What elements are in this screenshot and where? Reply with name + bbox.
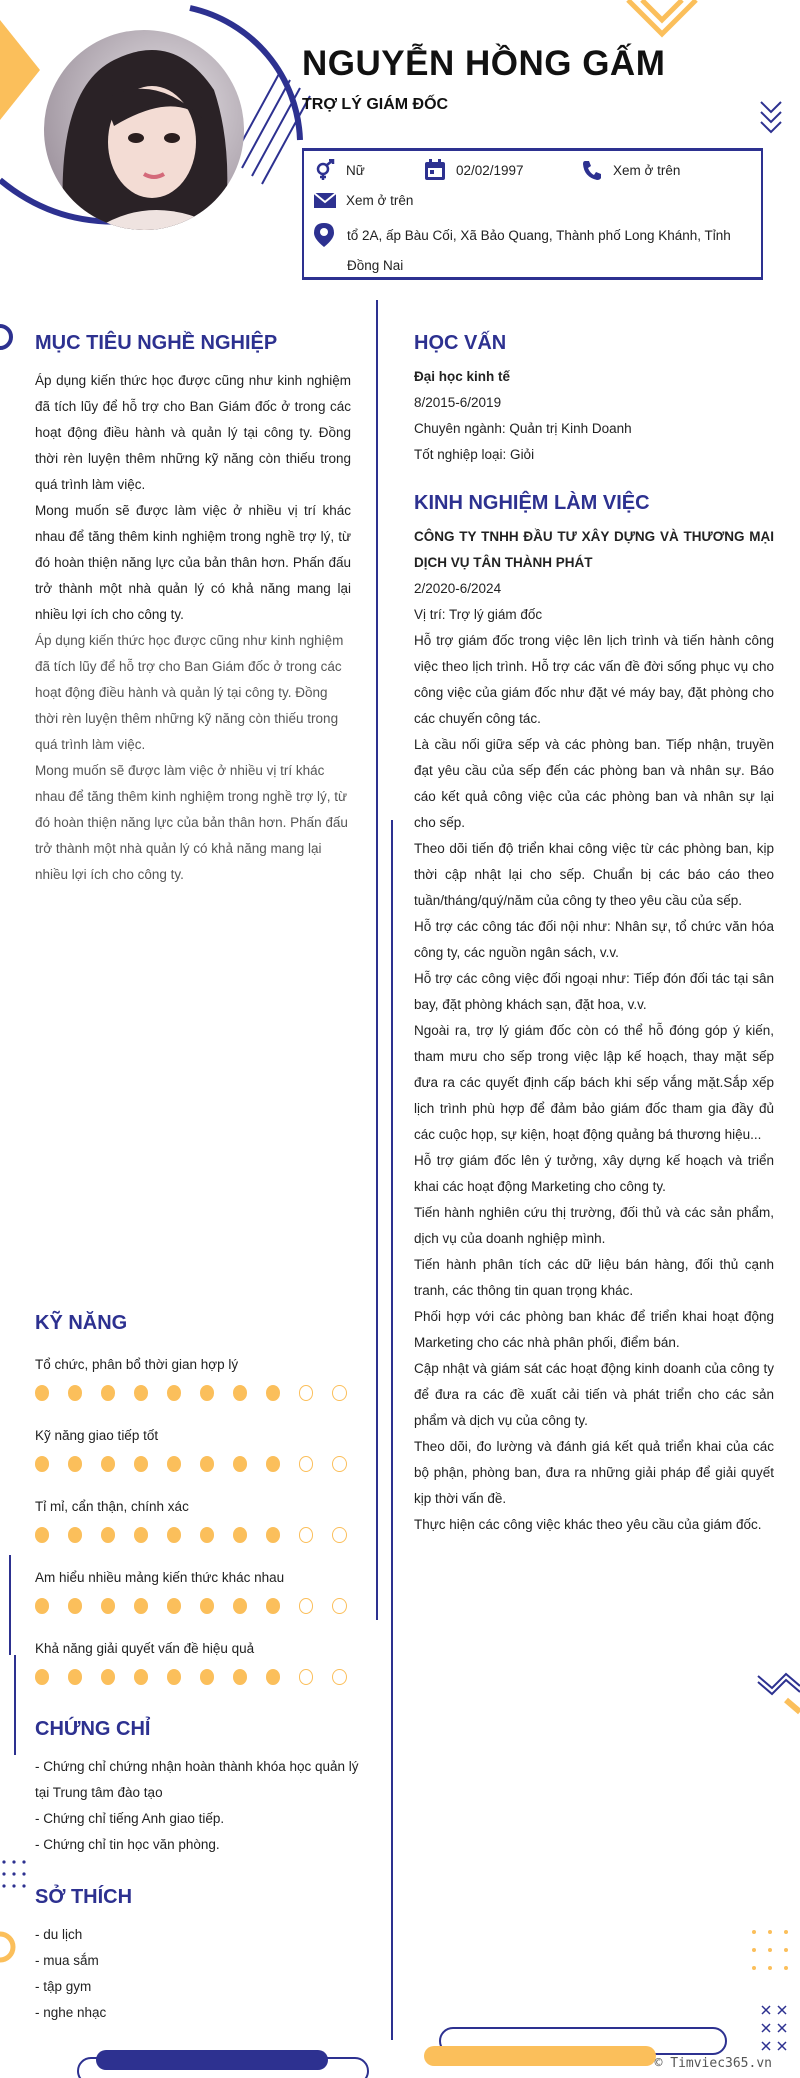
certificate-item: - Chứng chỉ tiếng Anh giao tiếp. [35,1811,225,1826]
rating-dot-filled [167,1456,181,1472]
certificates-list [35,1754,365,1858]
experience-duty: Cập nhật và giám sát các hoạt động kinh doanh của công ty để đưa ra các đề xuất cải tiến và phát triển cho các sản phẩm và dịch vụ của công ty. [414,1361,774,1428]
skill-item [35,1639,365,1685]
left-bottom-half-circle-deco [0,1930,16,1966]
objective-placeholder-text [35,628,351,888]
certificate-item: - Chứng chỉ tin học văn phòng. [35,1837,220,1852]
rating-dot-filled [68,1385,82,1401]
experience-position: Vị trí: Trợ lý giám đốc [414,607,543,622]
rating-dot-filled [266,1385,280,1401]
skill-item [35,1568,365,1614]
contact-email [314,189,413,211]
rating-dot-empty [332,1527,347,1543]
hobby-item: - nghe nhạc [35,2005,107,2020]
experience-duty: Ngoài ra, trợ lý giám đốc còn có thể hỗ đóng góp ý kiến, tham mưu cho sếp trong việc lập kế hoạch, thay mặt sếp đưa ra các quyết định cấp bách khi sếp vắng mặt.Sắp xếp lịch trình phù hợp để đảm bảo giám đốc tham gia đầy đủ các cuộc họp, sự kiện, hoạt động quảng bá thương hiệu... [414,1023,774,1142]
experience-duty: Thực hiện các công việc khác theo yêu cầu của giám đốc. [414,1517,762,1532]
skill-rating [35,1669,365,1685]
rating-dot-filled [101,1385,115,1401]
experience-title: KINH NGHIỆM LÀM VIỆC [414,492,650,514]
rating-dot-filled [233,1385,247,1401]
contact-birthday [424,159,524,181]
education-school: Đại học kinh tế [414,369,511,384]
rating-dot-filled [134,1669,148,1685]
skill-rating [35,1385,365,1401]
objective-title: MỤC TIÊU NGHỀ NGHIỆP [35,332,278,354]
rating-dot-filled [134,1456,148,1472]
rating-dot-filled [266,1598,280,1614]
skill-item [35,1426,365,1472]
rating-dot-filled [101,1598,115,1614]
rating-dot-filled [200,1456,214,1472]
email-icon [314,189,336,211]
rating-dot-empty [332,1456,347,1472]
rating-dot-filled [266,1669,280,1685]
rating-dot-empty [299,1456,314,1472]
rating-dot-filled [167,1527,181,1543]
objective-placeholder-paragraph: Mong muốn sẽ được làm việc ở nhiều vị trí khác nhau để tăng thêm kinh nghiệm trong nghề trợ lý, từ đó hoàn thiện năng lực của bản thân hơn. Phấn đấu trở thành một nhà quản lý có khả năng mang lại nhiều lợi ích cho công ty. [35,763,348,882]
rating-dot-empty [299,1527,314,1543]
rating-dot-empty [299,1385,314,1401]
rating-dot-filled [200,1669,214,1685]
hobbies-list [35,1922,335,2026]
skills-title: KỸ NĂNG [35,1312,128,1334]
gender-icon [314,159,336,181]
rating-dot-empty [332,1669,347,1685]
contact-box [302,148,763,280]
rating-dot-empty [299,1598,314,1614]
education-major: Chuyên ngành: Quản trị Kinh Doanh [414,421,632,436]
avatar [44,30,244,230]
rating-dot-filled [68,1598,82,1614]
rating-dot-filled [68,1456,82,1472]
rating-dot-filled [134,1527,148,1543]
rating-dot-filled [167,1385,181,1401]
rating-dot-filled [101,1669,115,1685]
hobby-item: - tập gym [35,1979,92,1994]
phone-icon [581,159,603,181]
rating-dot-empty [332,1598,347,1614]
skill-rating [35,1527,365,1543]
top-right-chevron-deco [620,0,710,44]
rating-dot-filled [68,1669,82,1685]
experience-duty: Phối hợp với các phòng ban khác để triển khai hoạt động Marketing cho các nhà phân phối, điểm bán. [414,1309,774,1350]
skill-name: Tỉ mỉ, cẩn thận, chính xác [35,1499,189,1514]
right-dot-grid-deco [748,1926,800,1986]
education-period: 8/2015-6/2019 [414,395,502,410]
birthday-value: 02/02/1997 [456,162,524,178]
rating-dot-filled [266,1456,280,1472]
hobby-item: - du lịch [35,1927,83,1942]
skill-name: Am hiểu nhiều mảng kiến thức khác nhau [35,1570,285,1585]
rating-dot-filled [68,1527,82,1543]
candidate-name: NGUYỄN HỒNG GẤM [302,44,666,83]
experience-duty: Tiến hành phân tích các dữ liệu bán hàng, đối thủ cạnh tranh, các thông tin quan trọng khác. [414,1257,774,1298]
phone-value: Xem ở trên [613,162,681,178]
contact-phone [581,159,680,181]
rating-dot-filled [200,1527,214,1543]
objective-paragraph: Mong muốn sẽ được làm việc ở nhiều vị trí khác nhau để tăng thêm kinh nghiệm trong nghề trợ lý, từ đó hoàn thiện năng lực của bản thân hơn. Phấn đấu trở thành một nhà quản lý có khả năng mang lại nhiều lợi ích cho công ty. [35,503,351,622]
skill-name: Kỹ năng giao tiếp tốt [35,1428,159,1443]
rating-dot-filled [167,1598,181,1614]
rating-dot-filled [35,1669,49,1685]
experience-period: 2/2020-6/2024 [414,581,502,596]
hobby-item: - mua sắm [35,1953,99,1968]
rating-dot-filled [167,1669,181,1685]
rating-dot-filled [35,1385,49,1401]
education-title: HỌC VẤN [414,332,507,354]
left-edge-lines-deco [8,1555,18,1775]
right-zigzag-deco [756,1668,800,1718]
gender-value: Nữ [346,162,365,178]
rating-dot-filled [101,1456,115,1472]
rating-dot-filled [35,1456,49,1472]
certificate-item: - Chứng chỉ chứng nhận hoàn thành khóa học quản lý tại Trung tâm đào tạo [35,1759,359,1800]
contact-gender [314,159,365,181]
contact-address [314,221,754,281]
rating-dot-filled [134,1385,148,1401]
experience-duty: Hỗ trợ giám đốc lên ý tưởng, xây dựng kế hoạch và triển khai các hoạt động Marketing cho công ty. [414,1153,774,1194]
objective-paragraph: Áp dụng kiến thức học được cũng như kinh nghiệm đã tích lũy để hỗ trợ cho Ban Giám đốc ở trong các hoạt động điều hành và quản lý tại công ty. Đồng thời rèn luyện thêm những kỹ năng còn thiếu trong quá trình làm việc. [35,373,351,492]
certificates-title: CHỨNG CHỈ [35,1718,151,1740]
experience-duty: Hỗ trợ các công việc đối ngoại như: Tiếp đón đối tác tại sân bay, đặt phòng khách sạn, đặt hoa, v.v. [414,971,774,1012]
skill-name: Tổ chức, phân bổ thời gian hợp lý [35,1357,239,1372]
rating-dot-filled [266,1527,280,1543]
email-value: Xem ở trên [346,192,414,208]
rating-dot-filled [233,1527,247,1543]
column-divider-line [374,300,380,2060]
rating-dot-filled [200,1385,214,1401]
skill-rating [35,1598,365,1614]
rating-dot-filled [233,1456,247,1472]
bottom-left-pill-deco [76,2048,376,2078]
right-x-grid-deco [760,2004,800,2060]
skill-item [35,1497,365,1543]
footer-brand: © Timviec365.vn [654,2056,772,2071]
experience-duty: Theo dõi, đo lường và đánh giá kết quả triển khai của các bộ phận, phòng ban, đưa ra những giải pháp để giải quyết kịp thời vấn đề. [414,1439,774,1506]
left-dot-grid-deco [0,1858,30,1898]
rating-dot-empty [332,1385,347,1401]
column-divider-line-lower [390,820,394,2040]
objective-placeholder-paragraph: Áp dụng kiến thức học được cũng như kinh nghiệm đã tích lũy để hỗ trợ cho Ban Giám đốc ở trong các hoạt động điều hành và quản lý tại công ty. Đồng thời rèn luyện thêm những kỹ năng còn thiếu trong quá trình làm việc. [35,633,344,752]
rating-dot-filled [35,1598,49,1614]
education-grade: Tốt nghiệp loại: Giỏi [414,447,535,462]
experience-duty: Tiến hành nghiên cứu thị trường, đối thủ và các sản phẩm, dịch vụ của doanh nghiệp mình. [414,1205,774,1246]
skill-rating [35,1456,365,1472]
hobbies-title: SỞ THÍCH [35,1886,133,1908]
experience-duty: Hỗ trợ các công tác đối nội như: Nhân sự, tổ chức văn hóa công ty, các nguồn ngân sách, v.v. [414,919,774,960]
rating-dot-filled [101,1527,115,1543]
experience-block [414,524,774,1538]
rating-dot-filled [134,1598,148,1614]
header-down-chevrons-deco [758,98,784,138]
skill-item [35,1355,365,1401]
education-block [414,364,774,468]
rating-dot-filled [233,1598,247,1614]
left-half-circle-deco [0,324,16,350]
objective-text [35,368,351,628]
rating-dot-filled [233,1669,247,1685]
rating-dot-empty [299,1669,314,1685]
experience-duty: Hỗ trợ giám đốc trong việc lên lịch trình và tiến hành công việc theo lịch trình. Hỗ trợ các vấn đề đời sống phục vụ cho công việc của giám đốc như đặt vé máy bay, đặt phòng cho các chuyến công tác. [414,633,774,726]
experience-company: CÔNG TY TNHH ĐẦU TƯ XÂY DỰNG VÀ THƯƠNG MẠI DỊCH VỤ TÂN THÀNH PHÁT [414,529,774,570]
rating-dot-filled [35,1527,49,1543]
location-pin-icon [314,223,334,247]
job-title: TRỢ LÝ GIÁM ĐỐC [302,96,449,113]
calendar-icon [424,159,446,181]
address-value: tổ 2A, ấp Bàu Cối, Xã Bảo Quang, Thành phố Long Khánh, Tỉnh Đồng Nai [347,228,731,273]
skill-name: Khả năng giải quyết vấn đề hiệu quả [35,1641,255,1656]
experience-duty: Theo dõi tiến độ triển khai công việc từ các phòng ban, kịp thời cập nhật lại cho sếp. Chuẩn bị các báo cáo theo tuần/tháng/quý/năm của công ty theo yêu cầu của sếp. [414,841,774,908]
rating-dot-filled [200,1598,214,1614]
experience-duty: Là cầu nối giữa sếp và các phòng ban. Tiếp nhận, truyền đạt yêu cầu của sếp đến các phòng ban và nhân sự. Báo cáo kết quả công việc của các phòng ban và nhân sự lại cho sếp. [414,737,774,830]
